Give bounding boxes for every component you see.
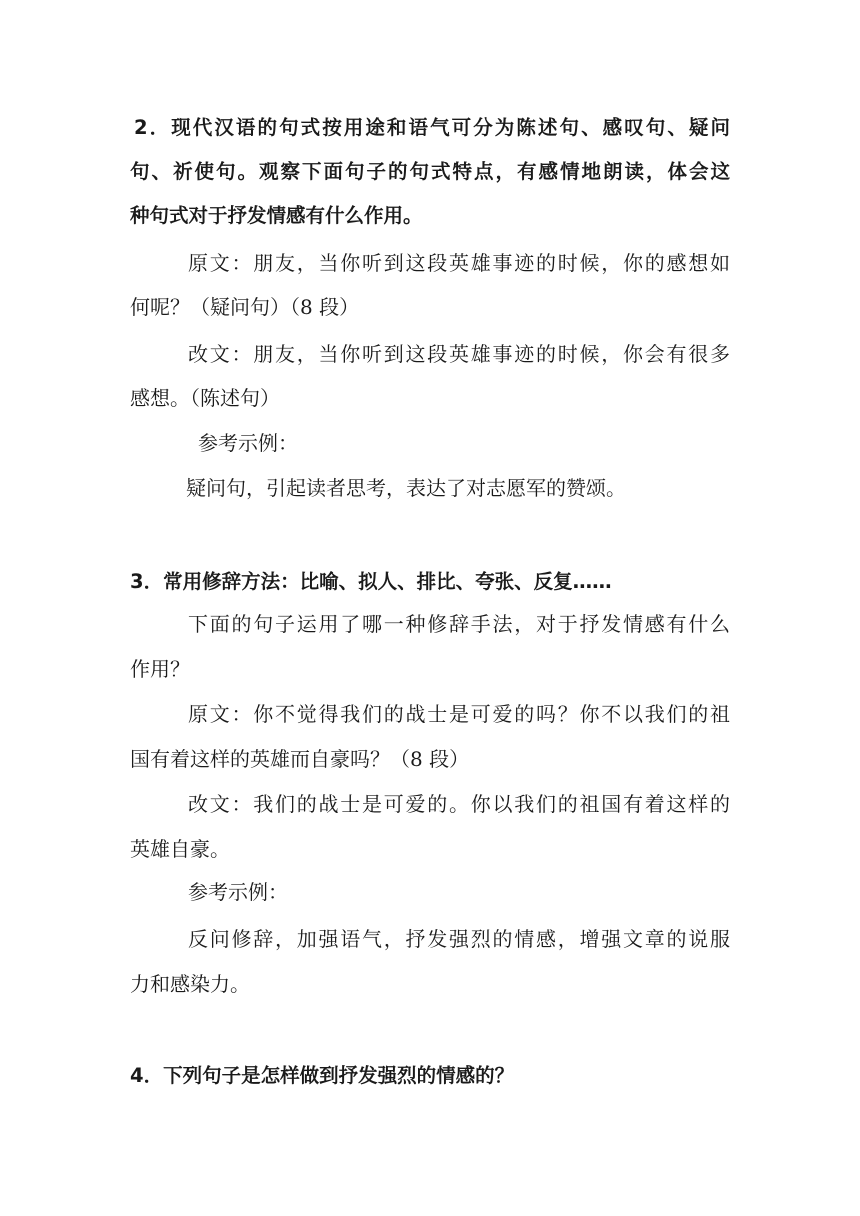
- section-2-example-label: 参考示例：: [198, 431, 298, 455]
- section-2-original-line-1: 原文：朋友，当你听到这段英雄事迹的时候，你的感想如: [188, 251, 730, 275]
- section-3-original-line-2: 国有着这样的英雄而自豪吗？（8 段）: [130, 747, 470, 771]
- section-3-question-line-1: 下面的句子运用了哪一种修辞手法，对于抒发情感有什么: [188, 612, 730, 636]
- section-2-heading-line-2: 句、祈使句。观察下面句子的句式特点，有感情地朗读，体会这: [130, 160, 730, 183]
- section-2-example-answer: 疑问句，引起读者思考，表达了对志愿军的赞颂。: [186, 476, 626, 500]
- section-3-heading: 3．常用修辞方法：比喻、拟人、排比、夸张、反复……: [130, 570, 612, 593]
- section-4-heading: 4．下列句子是怎样做到抒发强烈的情感的？: [130, 1064, 515, 1087]
- section-2-revised-line-1: 改文：朋友，当你听到这段英雄事迹的时候，你会有很多: [188, 342, 730, 366]
- section-3-original-line-1: 原文：你不觉得我们的战士是可爱的吗？你不以我们的祖: [188, 702, 730, 726]
- section-3-example-answer-line-2: 力和感染力。: [130, 972, 250, 996]
- section-3-revised-line-1: 改文：我们的战士是可爱的。你以我们的祖国有着这样的: [188, 792, 730, 816]
- section-2-heading-line-1: 2．现代汉语的句式按用途和语气可分为陈述句、感叹句、疑问: [134, 116, 730, 139]
- section-3-question-line-2: 作用？: [130, 657, 190, 681]
- section-2-revised-line-2: 感想。（陈述句）: [130, 386, 280, 410]
- section-2-original-line-2: 何呢？（疑问句）（8 段）: [130, 295, 360, 319]
- section-3-example-label: 参考示例：: [188, 880, 288, 904]
- section-3-revised-line-2: 英雄自豪。: [130, 837, 230, 861]
- section-2-heading-line-3: 种句式对于抒发情感有什么作用。: [130, 204, 423, 227]
- section-3-example-answer-line-1: 反问修辞，加强语气，抒发强烈的情感，增强文章的说服: [188, 927, 730, 951]
